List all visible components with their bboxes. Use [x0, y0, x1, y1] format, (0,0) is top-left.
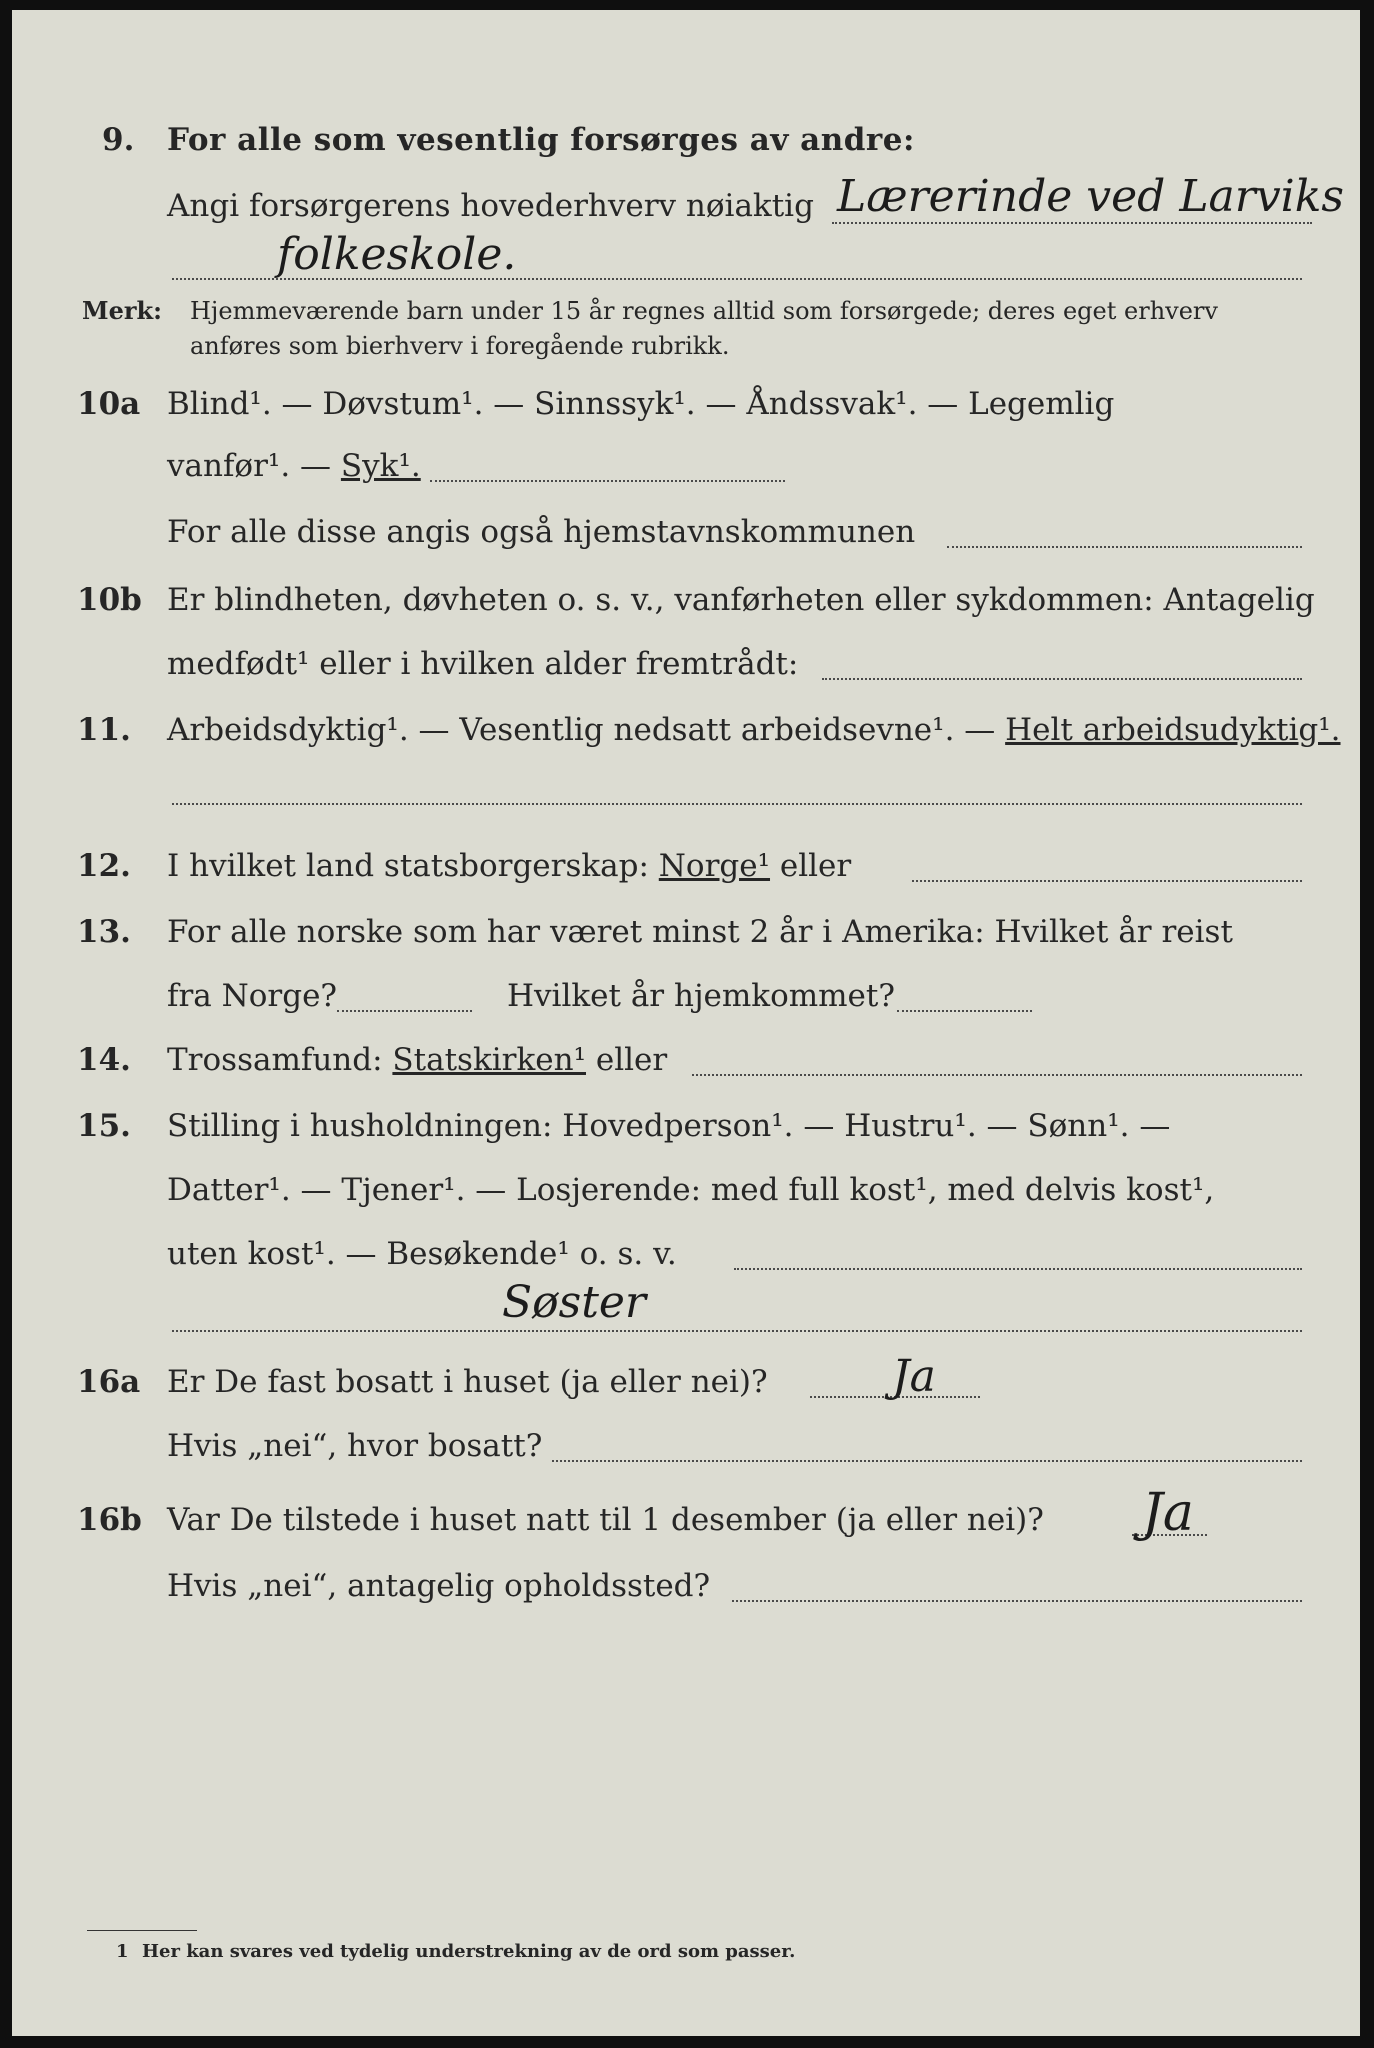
q11-answer-line: [172, 803, 1302, 805]
q9-prompt: Angi forsørgerens hovederhverv nøiaktig: [167, 188, 814, 224]
q16b-number: 16b: [77, 1502, 142, 1538]
q11-number: 11.: [77, 712, 131, 748]
q10b-line-1: Er blindheten, døvheten o. s. v., vanførheten eller sykdommen: Antagelig: [167, 582, 1315, 618]
q9-heading: For alle som vesentlig forsørges av andre:: [167, 122, 915, 158]
merk-note-line-1: Hjemmeværende barn under 15 år regnes alltid som forsørgede; deres eget erhverv: [190, 297, 1218, 325]
q10b-answer-line: [822, 678, 1302, 680]
q10a-line-2: vanfør¹. — Syk¹.: [167, 448, 421, 484]
q16b-line-1: Var De tilstede i huset natt til 1 desember (ja eller nei)?: [167, 1502, 1044, 1538]
q16a-handwritten-answer: Ja: [892, 1351, 936, 1402]
q16a-line-1: Er De fast bosatt i huset (ja eller nei)?: [167, 1364, 768, 1400]
q16b-handwritten-answer: Ja: [1142, 1483, 1194, 1543]
q14-line-1: Trossamfund: Statskirken¹ eller: [167, 1042, 668, 1078]
q16b-opholdssted-line: [732, 1600, 1302, 1602]
q16a-number: 16a: [77, 1364, 141, 1400]
q14-number: 14.: [77, 1042, 131, 1078]
q13-hjemkommet-line: [897, 1010, 1032, 1012]
q12-line-1: I hvilket land statsborgerskap: Norge¹ eller: [167, 848, 852, 884]
footnote-text: Her kan svares ved tydelig understrekning av de ord som passer.: [142, 1941, 796, 1962]
q9-handwritten-school: folkeskole.: [277, 229, 517, 280]
q15-line-2: Datter¹. — Tjener¹. — Losjerende: med full kost¹, med delvis kost¹,: [167, 1172, 1215, 1208]
q13-line-2b: Hvilket år hjemkommet?: [507, 978, 895, 1014]
q16b-line-2: Hvis „nei“, antagelig opholdssted?: [167, 1568, 711, 1604]
q15-answer-line-2: [172, 1330, 1302, 1332]
q13-line-1: For alle norske som har været minst 2 år i Amerika: Hvilket år reist: [167, 914, 1233, 950]
q11-line-1: Arbeidsdyktig¹. — Vesentlig nedsatt arbeidsevne¹. — Helt arbeidsudyktig¹.: [167, 712, 1341, 748]
q10a-hjemstavn-line: [947, 546, 1302, 548]
q10b-number: 10b: [77, 582, 142, 618]
q16a-line-2: Hvis „nei“, hvor bosatt?: [167, 1428, 543, 1464]
q11-selected-option: Helt arbeidsudyktig¹.: [1005, 712, 1341, 748]
q10a-line-3: For alle disse angis også hjemstavnskommunen: [167, 514, 916, 550]
merk-note-line-2: anføres som bierhverv i foregående rubrikk.: [190, 332, 730, 360]
q15-line-1: Stilling i husholdningen: Hovedperson¹. — Hustru¹. — Sønn¹. —: [167, 1108, 1171, 1144]
footnote-rule: [87, 1930, 197, 1931]
footnote-mark: 1: [116, 1941, 129, 1962]
q13-number: 13.: [77, 914, 131, 950]
q12-selected-option: Norge¹: [658, 848, 771, 884]
q14-answer-line: [692, 1074, 1302, 1076]
q9-number: 9.: [102, 122, 135, 158]
q13-line-2a: fra Norge?: [167, 978, 338, 1014]
q16a-bosatt-line: [552, 1460, 1302, 1462]
merk-label: Merk:: [82, 296, 162, 325]
q15-handwritten-relation: Søster: [502, 1277, 646, 1328]
q10a-syk-underlined: Syk¹.: [340, 448, 421, 484]
q14-selected-option: Statskirken¹: [392, 1042, 586, 1078]
q12-number: 12.: [77, 848, 131, 884]
q13-reist-line: [337, 1010, 472, 1012]
q10a-number: 10a: [77, 386, 141, 422]
q9-handwritten-occupation: Lærerinde ved Larviks: [837, 171, 1344, 222]
q15-answer-line-1: [734, 1268, 1302, 1270]
q12-answer-line: [912, 880, 1302, 882]
q9-answer-line-1: [832, 222, 1312, 224]
q10a-line-1: Blind¹. — Døvstum¹. — Sinnssyk¹. — Åndssvak¹. — Legemlig: [167, 386, 1115, 422]
q10b-line-2: medfødt¹ eller i hvilken alder fremtrådt:: [167, 646, 799, 682]
census-form-page: [12, 10, 1360, 2036]
q10a-answer-line: [430, 480, 785, 482]
q15-line-3: uten kost¹. — Besøkende¹ o. s. v.: [167, 1236, 677, 1272]
q15-number: 15.: [77, 1108, 131, 1144]
